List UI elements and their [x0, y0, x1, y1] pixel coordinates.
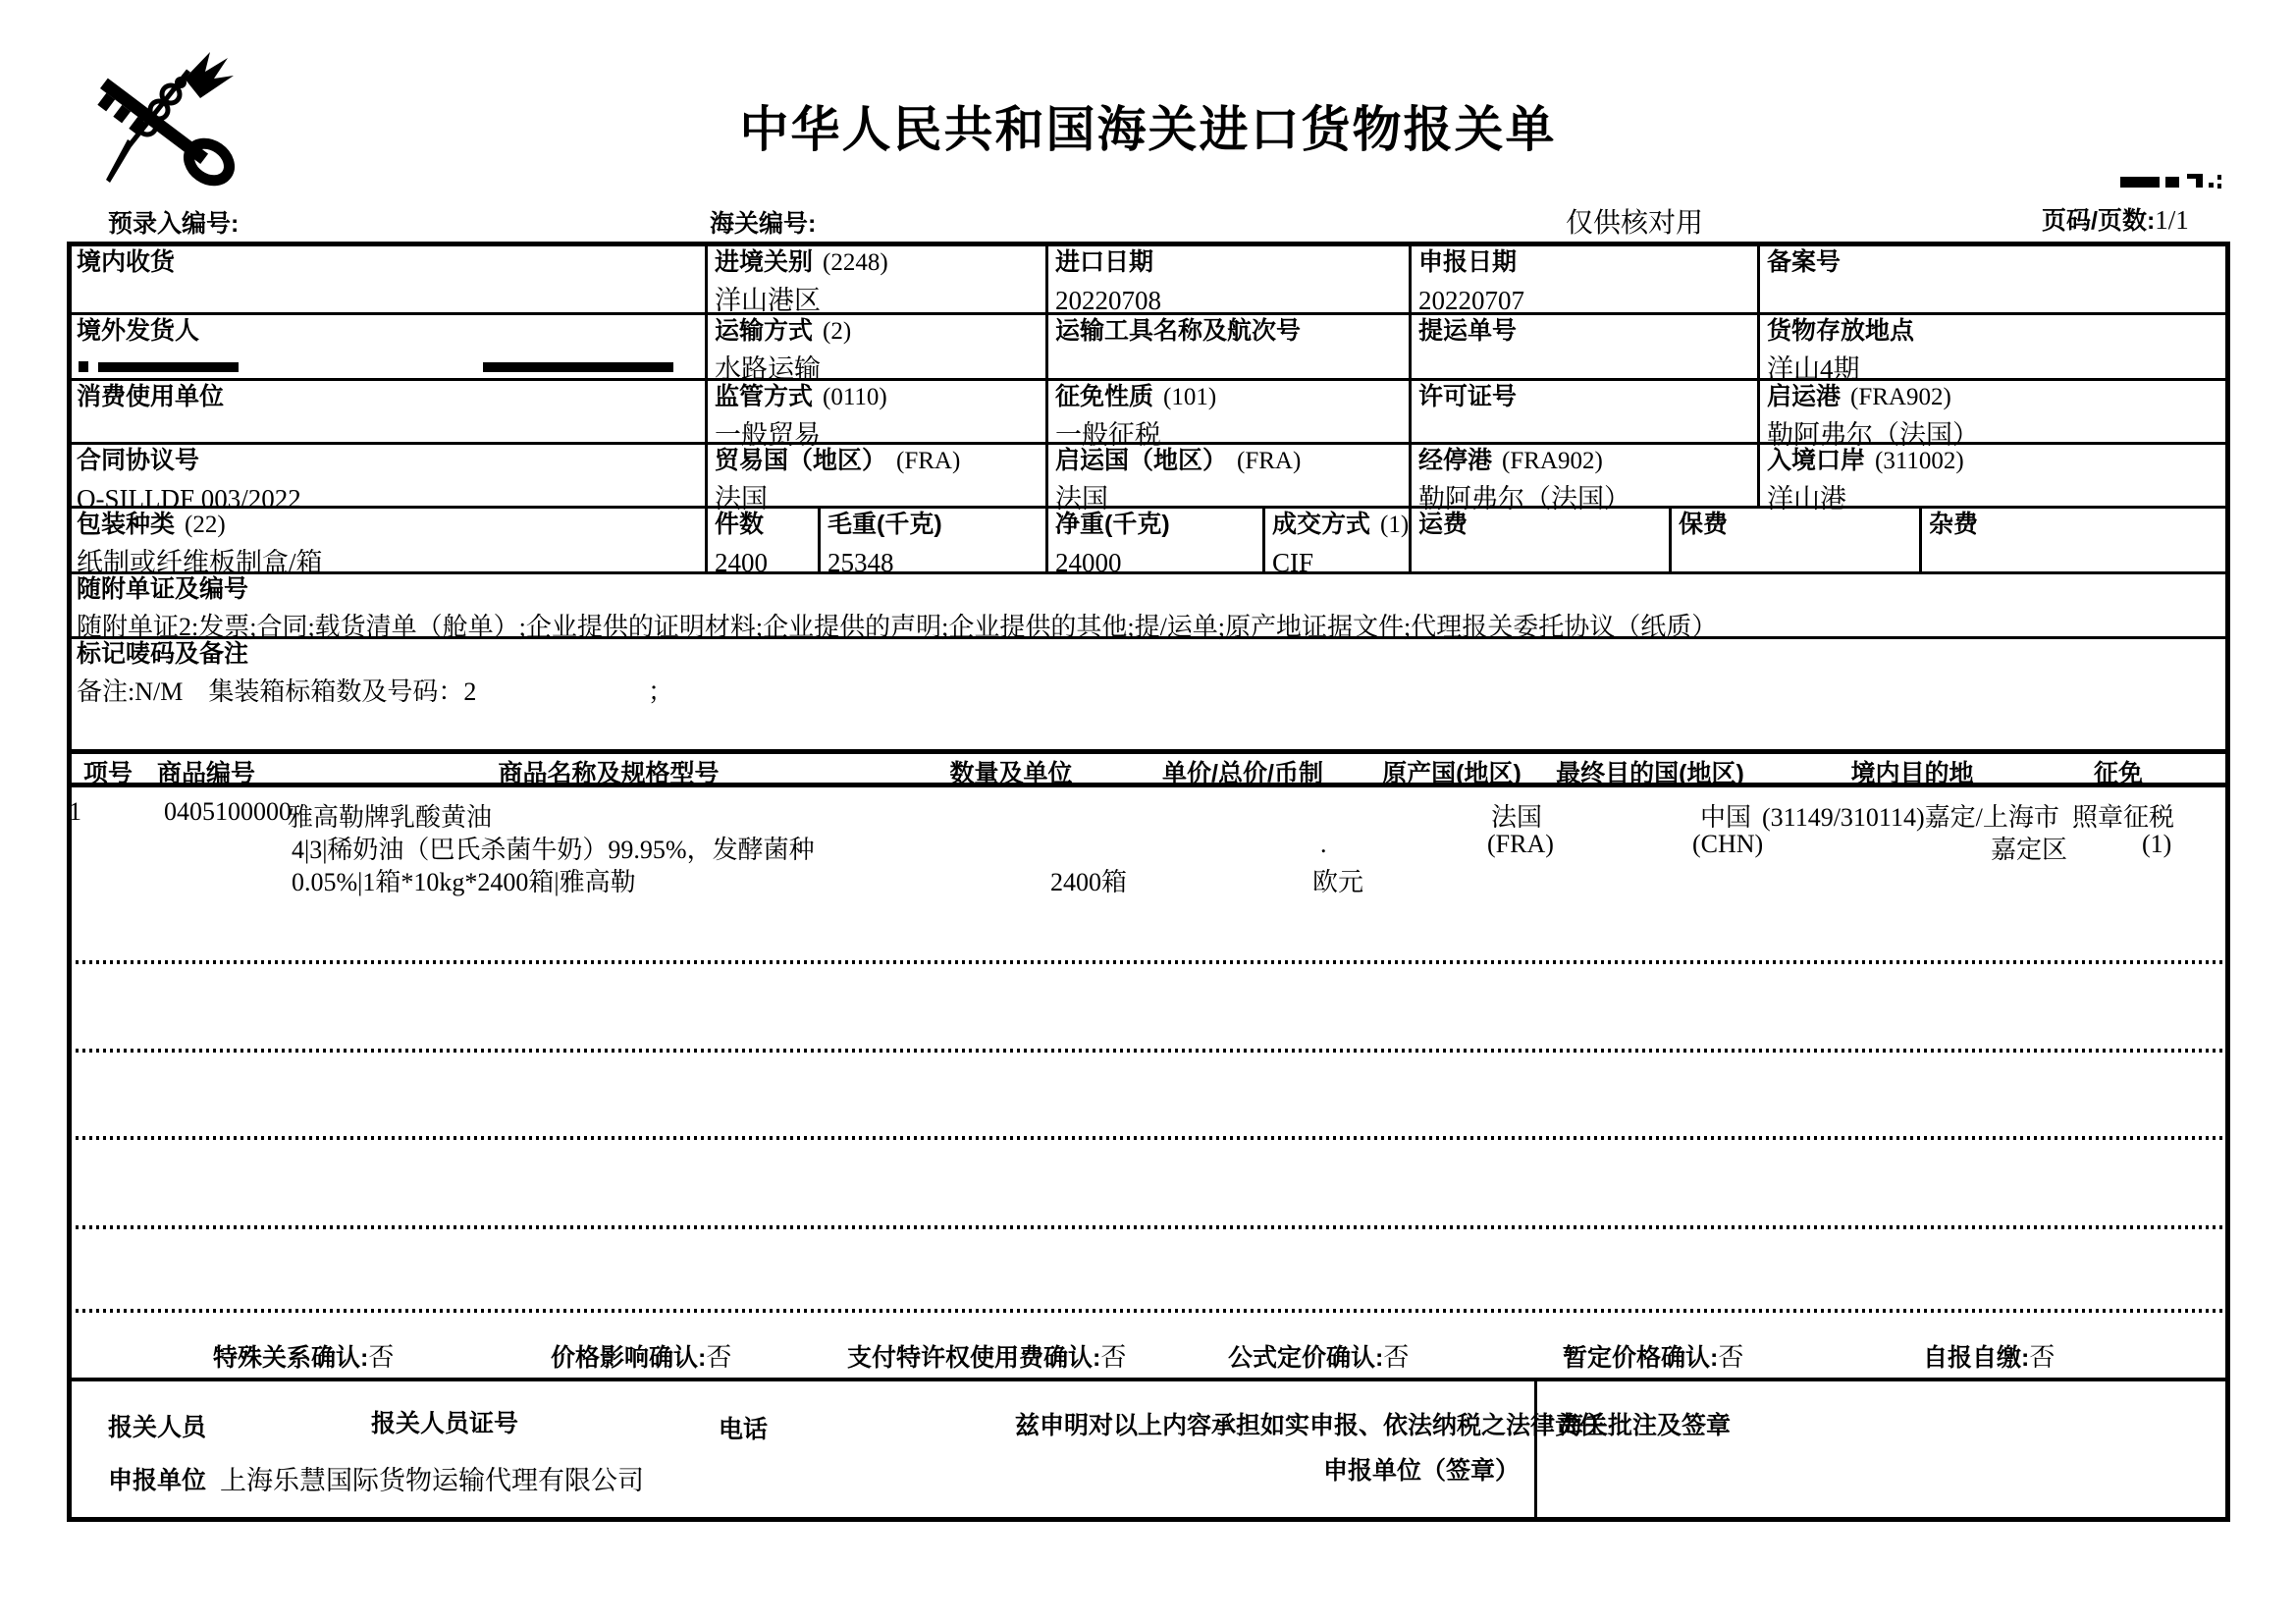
goods-col-origin-country: 原产国(地区) [1382, 760, 1522, 787]
goods-col-price-currency: 单价/总价/币制 [1162, 760, 1323, 787]
confirm-formula-pricing [1228, 1337, 1409, 1374]
redaction-mark [2209, 183, 2214, 188]
field-license-no [1418, 382, 1517, 415]
field-value: 洋山4期 [1767, 354, 1860, 384]
field-pieces [715, 510, 768, 577]
field-net-weight [1055, 510, 1170, 577]
field-label: 监管方式 [715, 383, 814, 410]
field-label: 净重(千克) [1055, 511, 1170, 538]
field-code: (FRA902) [1502, 448, 1603, 474]
field-label: 经停港 [1418, 447, 1493, 474]
field-levy-nature [1055, 382, 1216, 450]
grid-line [818, 506, 821, 571]
goods-item-domestic-dest2: 嘉定区 [1991, 836, 2068, 864]
field-label: 运费 [1418, 511, 1468, 538]
declaration-statement: 兹申明对以上内容承担如实申报、依法纳税之法律责任 [1015, 1412, 1605, 1439]
check-only-note: 仅供核对用 [1566, 208, 1704, 239]
redaction-bar [483, 362, 673, 372]
field-value: 水路运输 [715, 354, 821, 384]
field-label: 提运单号 [1418, 317, 1518, 345]
field-value: 25348 [828, 548, 894, 577]
grid-line [1262, 506, 1265, 571]
goods-item-qty: 2400箱 [1050, 868, 1128, 896]
redaction-mark [2165, 177, 2179, 188]
marks-remarks-tail: ； [648, 677, 674, 706]
field-label: 保费 [1679, 511, 1729, 538]
dotted-separator [69, 1225, 2226, 1229]
field-label: 启运国（地区） [1055, 447, 1228, 474]
field-domestic-consignee [77, 247, 175, 281]
goods-col-item-no: 项号 [83, 760, 133, 787]
field-label: 启运港 [1767, 383, 1842, 410]
confirm-value: 否 [2029, 1343, 2056, 1372]
field-code: (0110) [823, 384, 887, 410]
field-label: 入境口岸 [1767, 447, 1866, 474]
goods-item-levy2: (1) [2142, 830, 2172, 858]
field-label: 货物存放地点 [1767, 317, 1915, 345]
field-value: 洋山港区 [715, 286, 821, 315]
goods-item-levy: 照章征税 [2072, 803, 2175, 832]
confirm-label: 自报自缴: [1923, 1344, 2030, 1372]
field-import-date [1055, 247, 1161, 315]
page-number-value: 1/1 [2155, 205, 2189, 235]
field-trade-country [715, 446, 960, 514]
grid-line [705, 242, 708, 571]
field-transaction-mode [1272, 510, 1409, 577]
field-value: CIF [1272, 548, 1314, 577]
field-contract-no [77, 446, 301, 514]
field-code: (22) [185, 512, 226, 538]
field-departure-port [1767, 382, 1979, 450]
grid-line [1045, 242, 1048, 571]
redaction-bar [79, 361, 88, 372]
field-value: 勒阿弗尔（法国） [1767, 420, 1979, 450]
field-value: 随附单证2:发票;合同;载货清单（舱单）;企业提供的证明材料;企业提供的声明;企业提供的其他;提/运单;原产地证据文件;代理报关委托协议（纸质） [77, 613, 1718, 641]
page-number [2042, 201, 2189, 237]
confirm-provisional-price [1563, 1337, 1743, 1374]
grid-line [1669, 506, 1672, 571]
grid-line [1919, 506, 1922, 571]
confirm-self-declare-pay [1923, 1337, 2055, 1374]
page-number-label: 页码/页数: [2042, 207, 2156, 235]
field-code: (1) [1380, 512, 1410, 538]
goods-item-name-line3: 0.05%|1箱*10kg*2400箱|雅高勒 [292, 868, 636, 896]
field-transport-mode [715, 316, 851, 384]
confirm-label: 支付特许权使用费确认: [847, 1344, 1101, 1372]
field-value: 纸制或纤维板制盒/箱 [77, 548, 323, 577]
grid-line [67, 1378, 2230, 1381]
redaction-bar [98, 362, 239, 372]
field-value: 备注:N/M 集装箱标箱数及号码：2 [77, 677, 477, 706]
dotted-separator [69, 1049, 2226, 1053]
goods-item-price-dot: . [1320, 830, 1327, 858]
sign-label: 申报单位（签章） [1322, 1457, 1520, 1485]
page-title: 中华人民共和国海关进口货物报关单 [739, 102, 1557, 157]
grid-line [1409, 242, 1412, 571]
field-value: O-SILLDF 003/2022 [77, 484, 301, 514]
declare-unit-value: 上海乐慧国际货物运输代理有限公司 [220, 1466, 644, 1495]
field-label: 毛重(千克) [828, 511, 942, 538]
agent-id-label: 报关人员证号 [371, 1410, 519, 1437]
confirm-label: 特殊关系确认: [213, 1344, 369, 1372]
field-label: 合同协议号 [77, 447, 200, 474]
field-code: (311002) [1875, 448, 1964, 474]
field-transport-name [1055, 316, 1301, 350]
confirm-value: 否 [706, 1343, 732, 1372]
field-supervision-mode [715, 382, 887, 450]
goods-item-origin-code: (FRA) [1487, 830, 1554, 858]
field-bill-no [1418, 316, 1517, 350]
field-freight [1418, 510, 1468, 543]
field-value: 洋山港 [1767, 484, 1846, 514]
agent-label: 报关人员 [108, 1414, 207, 1441]
declare-unit-label: 申报单位 [108, 1467, 207, 1494]
goods-item-origin: 法国 [1491, 803, 1543, 832]
field-departure-country [1055, 446, 1301, 514]
field-insurance [1679, 510, 1728, 543]
field-value: 法国 [715, 484, 768, 514]
field-value: 勒阿弗尔（法国） [1418, 484, 1630, 514]
goods-col-dest-country: 最终目的国(地区) [1556, 760, 1744, 787]
goods-col-domestic-dest: 境内目的地 [1850, 760, 1974, 787]
customs-no-label: 海关编号: [710, 210, 817, 238]
confirm-special-relation [213, 1337, 394, 1374]
field-record-no [1767, 247, 1841, 281]
goods-item-no: 1 [69, 797, 81, 826]
confirm-price-influence [551, 1337, 731, 1374]
redaction-mark [2196, 179, 2203, 188]
customs-notes-label: 海关批注及签章 [1559, 1412, 1732, 1439]
field-label: 贸易国（地区） [715, 447, 887, 474]
field-value: 24000 [1055, 548, 1122, 577]
confirm-value: 否 [1100, 1343, 1127, 1372]
field-label: 运输方式 [715, 317, 814, 345]
field-entry-port [1767, 446, 1964, 514]
field-label: 标记唛码及备注 [77, 640, 249, 668]
field-label: 境外发货人 [77, 317, 200, 345]
field-label: 许可证号 [1418, 383, 1518, 410]
field-label: 杂费 [1929, 511, 1979, 538]
field-label: 进境关别 [715, 248, 814, 276]
field-code: (FRA) [896, 448, 961, 474]
goods-col-qty-unit: 数量及单位 [949, 760, 1073, 787]
goods-col-levy: 征免 [2093, 760, 2143, 787]
goods-item-dest-country-code: (CHN) [1692, 830, 1764, 858]
confirm-value: 否 [1718, 1343, 1744, 1372]
goods-item-code: 0405100000 [164, 797, 292, 826]
goods-item-currency: 欧元 [1312, 868, 1364, 896]
redaction-mark [2217, 184, 2221, 189]
field-packing-type [77, 510, 323, 577]
field-code: (2) [823, 318, 852, 345]
field-code: (101) [1163, 384, 1217, 410]
field-gross-weight [828, 510, 942, 577]
field-value: 一般贸易 [715, 420, 821, 450]
redaction-mark [2217, 175, 2221, 180]
field-label: 征免性质 [1055, 383, 1154, 410]
field-value: 2400 [715, 548, 768, 577]
dotted-separator [69, 960, 2226, 964]
goods-item-dest-country: 中国 [1700, 803, 1752, 832]
confirm-label: 价格影响确认: [551, 1344, 707, 1372]
grid-line [1757, 242, 1760, 506]
field-label: 随附单证及编号 [77, 575, 249, 603]
field-declare-date [1418, 247, 1524, 315]
field-label: 成交方式 [1272, 511, 1371, 538]
field-entry-customs [715, 247, 888, 315]
field-consumer-unit [77, 382, 224, 415]
goods-item-name-line1: 雅高勒牌乳酸黄油 [288, 803, 493, 832]
confirm-label: 公式定价确认: [1228, 1344, 1384, 1372]
field-code: (FRA902) [1850, 384, 1951, 410]
goods-item-name-line2: 4|3|稀奶油（巴氏杀菌牛奶）99.95%，发酵菌种 [292, 836, 815, 864]
confirm-label: 暂定价格确认: [1563, 1344, 1719, 1372]
field-value: 20220707 [1418, 286, 1524, 315]
field-label: 申报日期 [1418, 248, 1518, 276]
field-code: (FRA) [1237, 448, 1302, 474]
field-label: 运输工具名称及航次号 [1055, 317, 1302, 345]
pre-entry-no-label: 预录入编号: [108, 210, 240, 238]
field-label: 件数 [715, 511, 765, 538]
grid-line [1534, 1381, 1537, 1522]
field-storage-place [1767, 316, 1914, 384]
goods-col-commodity-code: 商品编号 [157, 760, 256, 787]
confirm-royalty-payment [847, 1337, 1126, 1374]
field-label: 进口日期 [1055, 248, 1154, 276]
field-misc-fee [1929, 510, 1978, 543]
field-value: 法国 [1055, 484, 1108, 514]
field-value: 20220708 [1055, 286, 1161, 315]
field-marks-remarks [77, 639, 476, 707]
redaction-mark [2120, 177, 2160, 188]
goods-item-domestic-dest: (31149/310114)嘉定/上海市 [1762, 803, 2059, 832]
field-label: 消费使用单位 [77, 383, 225, 410]
confirm-value: 否 [368, 1343, 395, 1372]
field-code: (2248) [823, 249, 888, 276]
field-value: 一般征税 [1055, 420, 1161, 450]
phone-label: 电话 [719, 1416, 769, 1443]
confirm-value: 否 [1383, 1343, 1410, 1372]
field-stopover-port [1418, 446, 1630, 514]
dotted-separator [69, 1309, 2226, 1313]
field-label: 备案号 [1767, 248, 1842, 276]
dotted-separator [69, 1136, 2226, 1140]
field-overseas-consignor [77, 316, 199, 350]
field-label: 包装种类 [77, 511, 176, 538]
field-attached-docs [77, 574, 1717, 642]
field-label: 境内收货 [77, 248, 176, 276]
goods-col-name-spec: 商品名称及规格型号 [498, 760, 720, 787]
